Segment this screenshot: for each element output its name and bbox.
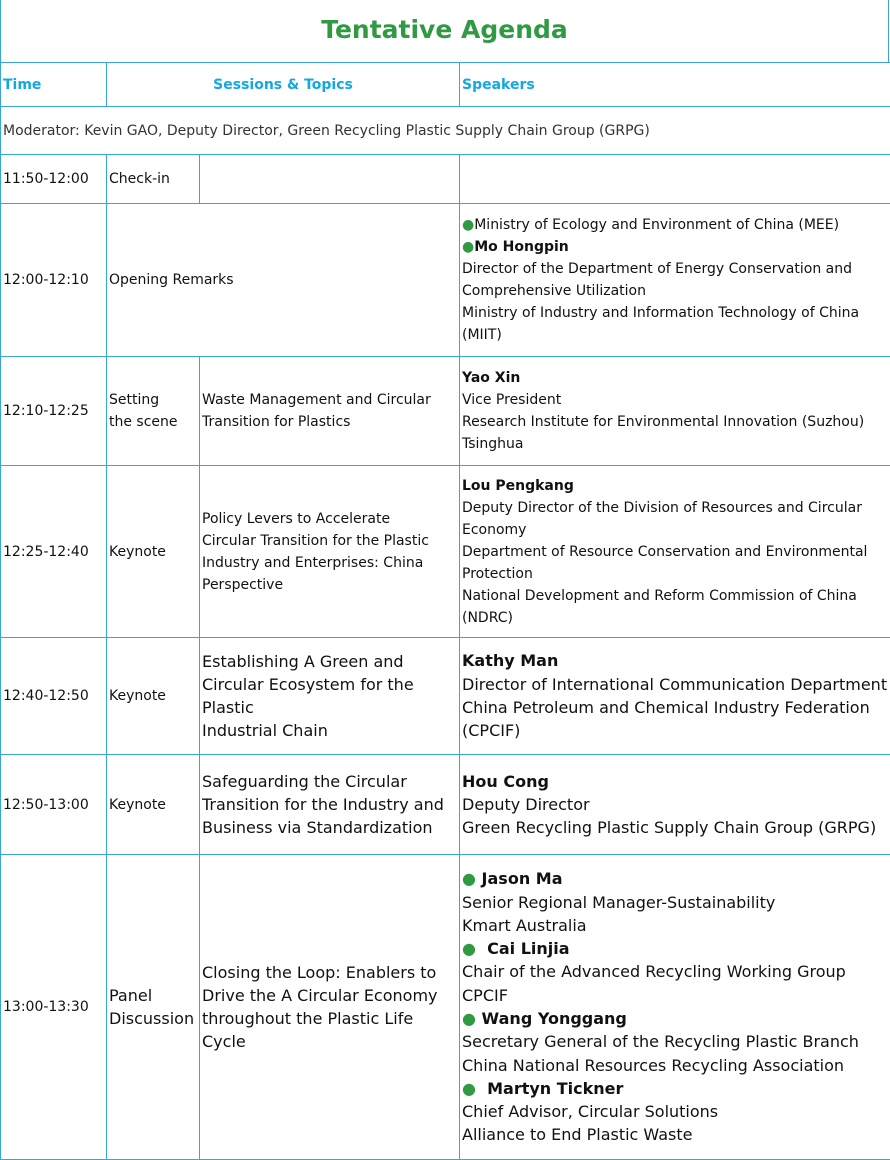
time-cell: 12:25-12:40 — [1, 466, 107, 638]
speaker-detail: National Development and Reform Commission of China — [462, 587, 857, 604]
speaker-detail: (MIIT) — [462, 327, 502, 343]
page-title: Tentative Agenda — [321, 15, 568, 44]
speaker-detail: China Petroleum and Chemical Industry Federation — [462, 698, 870, 717]
speakers-cell — [460, 357, 890, 466]
speaker-detail: Ministry of Industry and Information Technology of China — [462, 305, 860, 321]
speaker-detail: Tsinghua — [462, 436, 524, 452]
speaker-detail: Chair of the Advanced Recycling Working Group — [462, 962, 846, 982]
speaker-detail: Senior Regional Manager-Sustainability — [462, 892, 776, 912]
speaker-name: Hou Cong — [462, 771, 549, 791]
title-row — [0, 0, 889, 62]
table-row — [1, 466, 890, 638]
speaker-org: ●Ministry of Ecology and Environment of China (MEE) — [462, 217, 840, 233]
speakers-cell — [460, 466, 890, 638]
session-cell: Panel Discussion — [107, 855, 200, 1160]
speaker-detail: Secretary General of the Recycling Plastic Branch — [462, 1032, 859, 1052]
speaker-name: ● Jason Ma — [462, 869, 563, 889]
time-cell: 13:00-13:30 — [1, 855, 107, 1160]
topic-cell — [200, 155, 460, 204]
moderator-text: Moderator: Kevin GAO, Deputy Director, Green Recycling Plastic Supply Chain Group (GRPG) — [1, 107, 890, 155]
session-cell: Opening Remarks — [107, 204, 460, 357]
speaker-name: Lou Pengkang — [462, 477, 574, 494]
table-row — [1, 855, 890, 1160]
speaker-name: ● Wang Yonggang — [462, 1009, 627, 1028]
speaker-detail: (CPCIF) — [462, 721, 521, 741]
moderator-row — [1, 107, 890, 155]
speaker-detail: Director of International Communication Department — [462, 674, 888, 694]
bullet-icon: ● — [462, 1009, 476, 1028]
session-cell: Keynote — [107, 466, 200, 638]
speaker-detail: CPCIF — [462, 985, 508, 1005]
speaker-detail: (NDRC) — [462, 609, 513, 626]
agenda-table — [0, 62, 890, 1160]
speaker-name: Kathy Man — [462, 651, 559, 671]
table-row — [1, 638, 890, 755]
speaker-name: ● Martyn Tickner — [462, 1078, 624, 1098]
topic-cell: Policy Levers to Accelerate Circular Transition for the Plastic Industry and Enterprises: China Perspective — [200, 466, 460, 638]
speaker-detail: Department of Resource Conservation and Environmental — [462, 543, 868, 560]
speaker-detail: Director of the Department of Energy Conservation and — [462, 261, 852, 277]
speakers-cell — [460, 755, 890, 855]
speaker-detail: Deputy Director of the Division of Resources and Circular — [462, 499, 862, 516]
speakers-cell — [460, 855, 890, 1160]
time-cell: 12:50-13:00 — [1, 755, 107, 855]
speaker-detail: Vice President — [462, 392, 562, 408]
topic-cell: Closing the Loop: Enablers to Drive the A Circular Economy throughout the Plastic Life Cycle — [200, 855, 460, 1160]
session-cell: Setting the scene — [107, 357, 200, 466]
speakers-cell — [460, 638, 890, 755]
speakers-header: Speakers — [460, 63, 890, 107]
bullet-icon: ● — [462, 217, 475, 233]
bullet-icon: ● — [462, 869, 476, 889]
topic-cell: Safeguarding the Circular Transition for the Industry and Business via Standardization — [200, 755, 460, 855]
time-cell: 12:10-12:25 — [1, 357, 107, 466]
session-cell: Keynote — [107, 638, 200, 755]
bullet-icon: ● — [462, 239, 475, 255]
speaker-name: Yao Xin — [462, 370, 521, 386]
time-cell: 11:50-12:00 — [1, 155, 107, 204]
header-row — [1, 63, 890, 107]
sessions-header: Sessions & Topics — [107, 63, 460, 107]
speaker-detail: China National Resources Recycling Association — [462, 1055, 845, 1075]
time-cell: 12:40-12:50 — [1, 638, 107, 755]
speaker-name: ●Mo Hongpin — [462, 239, 569, 255]
table-row — [1, 357, 890, 466]
table-row — [1, 755, 890, 855]
table-row — [1, 155, 890, 204]
speaker-detail: Alliance to End Plastic Waste — [462, 1125, 693, 1145]
speakers-cell — [460, 204, 890, 357]
session-cell: Check-in — [107, 155, 200, 204]
bullet-icon: ● — [462, 939, 476, 959]
speaker-detail: Economy — [462, 521, 527, 538]
speakers-cell — [460, 155, 890, 204]
speaker-detail: Protection — [462, 565, 533, 582]
time-header: Time — [1, 63, 107, 107]
time-cell: 12:00-12:10 — [1, 204, 107, 357]
speaker-detail: Deputy Director — [462, 794, 590, 814]
speaker-detail: Chief Advisor, Circular Solutions — [462, 1102, 719, 1122]
topic-cell: Establishing A Green and Circular Ecosystem for the Plastic Industrial Chain — [200, 638, 460, 755]
session-cell: Keynote — [107, 755, 200, 855]
speaker-detail: Green Recycling Plastic Supply Chain Group (GRPG) — [462, 818, 877, 838]
speaker-detail: Comprehensive Utilization — [462, 283, 646, 299]
bullet-icon: ● — [462, 1078, 476, 1098]
speaker-detail: Research Institute for Environmental Innovation (Suzhou) — [462, 414, 865, 430]
topic-cell: Waste Management and Circular Transition for Plastics — [200, 357, 460, 466]
speaker-detail: Kmart Australia — [462, 915, 587, 935]
table-row — [1, 204, 890, 357]
speaker-name: ● Cai Linjia — [462, 939, 570, 959]
